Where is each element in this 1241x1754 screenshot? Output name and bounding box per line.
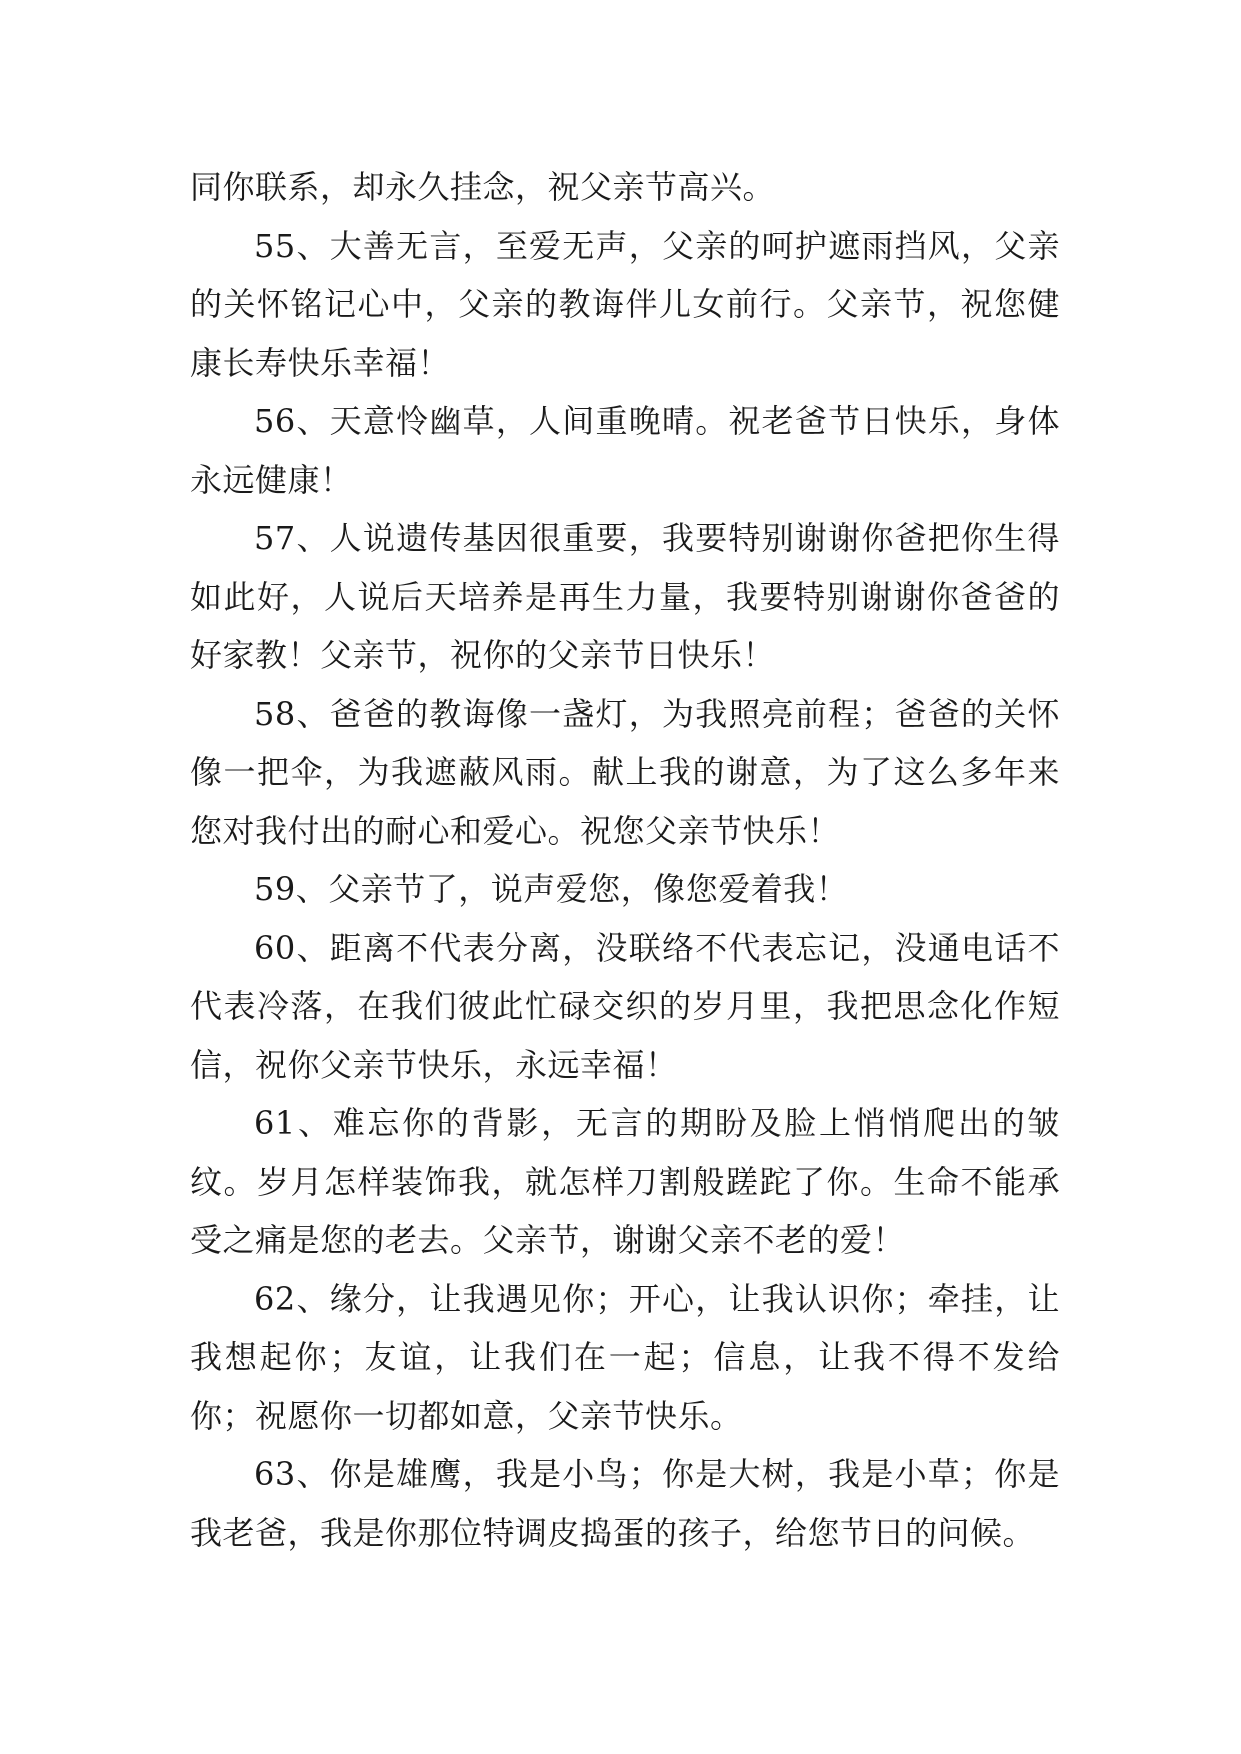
paragraph-55: 55、大善无言，至爱无声，父亲的呵护遮雨挡风，父亲的关怀铭记心中，父亲的教诲伴儿女前行。父亲节，祝您健康长寿快乐幸福！ — [190, 226, 1060, 382]
paragraph-61: 61、难忘你的背影，无言的期盼及脸上悄悄爬出的皱纹。岁月怎样装饰我，就怎样刀割般蹉跎了你。生命不能承受之痛是您的老去。父亲节，谢谢父亲不老的爱！ — [190, 1104, 1060, 1259]
paragraph-57: 57、人说遗传基因很重要，我要特别谢谢你爸把你生得如此好，人说后天培养是再生力量，我要特别谢谢你爸爸的好家教！父亲节，祝你的父亲节日快乐！ — [190, 519, 1060, 674]
paragraph-56: 56、天意怜幽草，人间重晚晴。祝老爸节日快乐，身体永远健康！ — [190, 402, 1060, 499]
paragraph-58: 58、爸爸的教诲像一盏灯，为我照亮前程；爸爸的关怀像一把伞，为我遮蔽风雨。献上我的谢意，为了这么多年来您对我付出的耐心和爱心。祝您父亲节快乐！ — [190, 694, 1060, 850]
paragraph-62: 62、缘分，让我遇见你；开心，让我认识你；牵挂，让我想起你；友谊，让我们在一起；信息，让我不得不发给你；祝愿你一切都如意，父亲节快乐。 — [190, 1279, 1060, 1435]
document-body — [190, 158, 1060, 1562]
paragraph-63: 63、你是雄鹰，我是小鸟；你是大树，我是小草；你是我老爸，我是你那位特调皮捣蛋的孩子，给您节日的问候。 — [190, 1455, 1060, 1552]
paragraph-59: 59、父亲节了，说声爱您，像您爱着我！ — [254, 870, 849, 908]
paragraph-60: 60、距离不代表分离，没联络不代表忘记，没通电话不代表冷落，在我们彼此忙碌交织的岁月里，我把思念化作短信，祝你父亲节快乐，永远幸福！ — [190, 928, 1060, 1084]
paragraph-continuation: 同你联系，却永久挂念，祝父亲节高兴。 — [190, 168, 776, 206]
